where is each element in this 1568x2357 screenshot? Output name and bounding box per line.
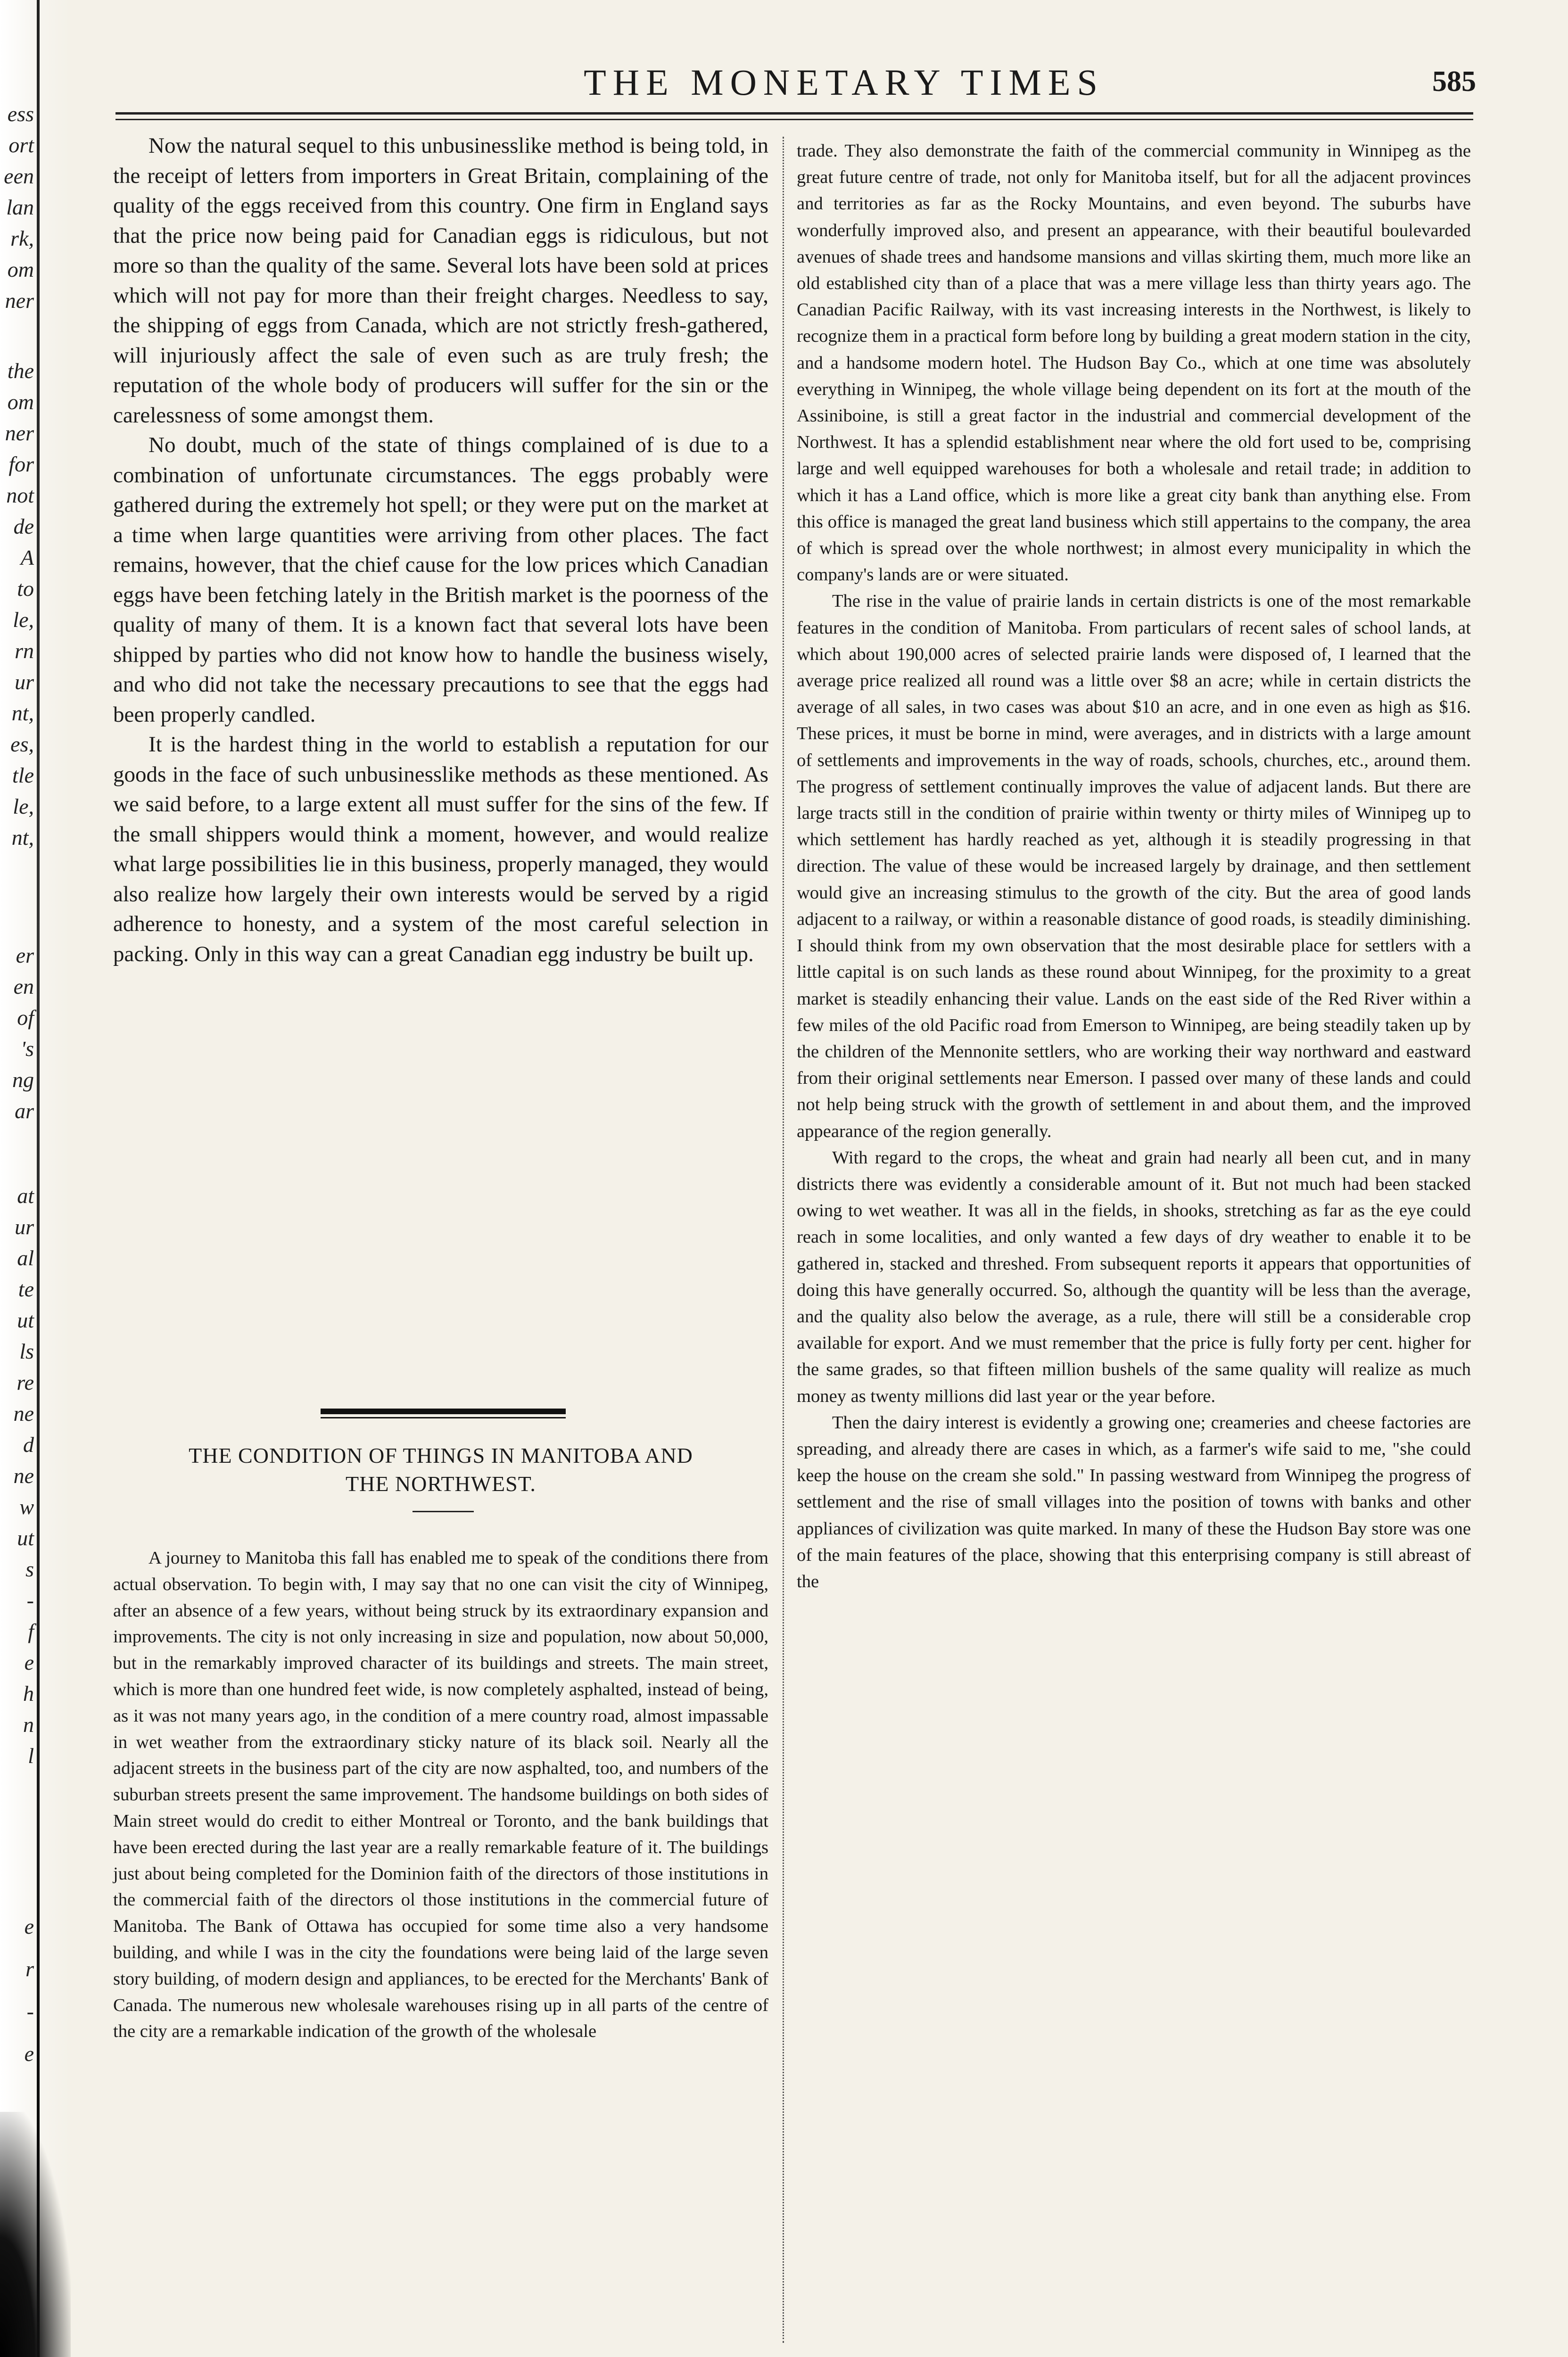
bleed-fragment: the [7,359,34,383]
article-title-line-2: THE NORTHWEST. [346,1472,536,1496]
title-underline [413,1511,474,1512]
bleed-fragment: - [26,1999,34,2023]
bleed-fragment: n [23,1713,34,1737]
bleed-fragment: f [28,1619,34,1643]
header-rule [116,112,1473,115]
bleed-fragment: es, [10,732,34,756]
bleed-fragment: for [8,452,34,476]
bleed-fragment: 's [21,1037,34,1061]
bleed-fragment: w [19,1495,34,1519]
bleed-fragment: en [13,974,34,998]
bleed-fragment: r [25,1957,34,1981]
bleed-fragment: om [7,257,34,281]
bleed-fragment: e [24,1914,34,1938]
bleed-fragment: ort [8,133,34,157]
bleed-fragment: nt, [11,825,34,849]
bleed-fragment: h [23,1681,34,1706]
section-divider [321,1409,566,1414]
page-number: 585 [1432,66,1476,98]
bleed-fragment: ess [7,102,34,126]
section-divider-thin [321,1417,566,1418]
bleed-fragment: d [23,1433,34,1457]
bleed-fragment: ar [15,1099,34,1123]
bleed-fragment: er [16,943,34,967]
editorial-paragraph: It is the hardest thing in the world to establish a reputation for our goods in the face of such unbusinesslike methods as these mentioned. As we said before, to a large extent all must suffer for the sins of the few. If the small shippers would think a moment, however, and would realize what large possibilities lie in this business, properly managed, they would also realize how largely their own interests would be served by a rigid adherence to honesty, and a system of the most careful selection in packing. Only in this way can a great Canadian egg industry be built up. [113,732,768,966]
article-body-right [797,138,1471,1595]
bleed-fragment: le, [13,794,34,818]
article-paragraph: A journey to Manitoba this fall has enabled me to speak of the conditions there from actual observation. To begin with, I may say that no one can visit the city of Winnipeg, after an absence of a few years, without being struck by its extraordinary expansion and improvements. The city is not only increasing in size and population, now about 50,000, but in the remarkably improved character of its buildings and streets. The main street, which is more than one hundred feet wide, is now completely asphalted, instead of being, as it was not many years ago, in the condition of a mere country road, almost impassable in wet weather from the extraordinary sticky nature of its black soil. Nearly all the adjacent streets in the business part of the city are now asphalted, too, and numbers of the suburban streets present the same improvement. The handsome buildings on both sides of Main street would do credit to either Montreal or Toronto, and the bank buildings that have been erected during the last year are a really remarkable feature of it. The buildings just about being completed for the Dominion faith of the directors of those institutions in the commercial faith of the directors ol those institutions in the commercial future of Manitoba. The Bank of Ottawa has occupied for some time also a very handsome building, and while I was in the city the foundations were being laid of the large seven story building, of modern design and appliances, to be erected for the Merchants' Bank of Canada. The numerous new wholesale warehouses rising up in all parts of the centre of the city are a remarkable indication of the growth of the wholesale [113,1548,768,2042]
masthead: THE MONETARY TIMES [584,62,1104,103]
bleed-fragment: e [24,2042,34,2066]
article-title [113,1442,768,1498]
bleed-fragment: tle [12,763,34,787]
egg-trade-editorial [113,131,768,969]
bleed-fragment: ur [15,1215,34,1239]
bleed-fragment: ut [17,1526,34,1550]
bleed-fragment: ng [12,1068,34,1092]
bleed-fragment: ut [17,1308,34,1332]
bleed-fragment: to [17,577,34,601]
column-divider [783,137,784,2343]
article-paragraph: The rise in the value of prairie lands in certain districts is one of the most remarkable features in the condition of Manitoba. From particulars of recent sales of school lands, at which about 190,000 acres of selected prairie lands were disposed of, I learned that the average price realized all round was a little over $8 an acre; while in certain districts the average of all sales, in two cases was about $10 an acre, and in one even as high as $16. These prices, it must be borne in mind, were averages, and in districts with a large amount of settlements and improvements in the way of roads, schools, churches, etc., around them. The progress of settlement continually improves the value of adjacent lands. But there are large tracts still in the condition of prairie within twenty or thirty miles of Winnipeg up to which settlement has hardly reached as yet, although it is steadily progressing in that direction. The value of these would be increased largely by drainage, and then settlement would give an increasing stimulus to the growth of the city. But the area of good lands adjacent to a railway, or within a reasonable distance of good roads, is steadily diminishing. I should think from my own observation that the most desirable place for settlers with a little capital is on such lands as these round about Winnipeg, for the proximity to a great market is steadily enhancing their value. Lands on the east side of the Red River within a few miles of the old Pacific road from Emerson to Winnipeg, are being steadily taken up by the children of the Mennonite settlers, who are working their way northward and eastward from their original settlements near Emerson. I passed over many of these lands and could not help being struck with the growth of settlement in and about them, and the improved appearance of the region generally. [797,591,1471,1141]
editorial-paragraph: No doubt, much of the state of things complained of is due to a combination of unfortunate circumstances. The eggs probably were gathered during the extremely hot spell; or they were put on the market at a time when large quantities were arriving from other places. The fact remains, however, that the chief cause for the low prices which Canadian eggs have been fetching lately in the British market is the poorness of the quality of many of them. It is a known fact that several lots have been shipped by parties who did not know how to handle the business wisely, and who did not take the necessary precautions to see that the eggs had been properly candled. [113,433,768,727]
bleed-fragment: le, [13,608,34,632]
bleed-fragment: l [28,1744,34,1768]
bleed-fragment: rn [15,639,34,663]
bleed-fragment: nt, [11,701,34,725]
bleed-fragment: ne [13,1401,34,1426]
bleed-fragment: rk, [10,226,34,250]
bleed-fragment: at [17,1184,34,1208]
bleed-fragment: not [6,483,34,507]
header-rule-thin [116,119,1473,120]
bleed-fragment: A [20,545,34,569]
bleed-fragment: re [17,1370,34,1394]
article-title-line-1: THE CONDITION OF THINGS IN MANITOBA AND [189,1443,693,1467]
bleed-fragment: de [13,514,34,538]
bleed-fragment: ner [5,288,34,313]
binding-gutter-line [37,0,40,2357]
bleed-fragment: om [7,390,34,414]
editorial-paragraph: Now the natural sequel to this unbusinesslike method is being told, in the receipt of letters from importers in Great Britain, complaining of the quality of the eggs received from this country. One firm in England says that the price now being paid for Canadian eggs is ridiculous, but not more so than the quality of the same. Several lots have been sold at prices which will not pay for more than their freight charges. Needless to say, the shipping of eggs from Canada, which are not strictly fresh-gathered, will injuriously affect the sale of even such as are truly fresh; the reputation of the whole body of producers will suffer for the sin or the carelessness of some amongst them. [113,133,768,428]
bleed-fragment: - [26,1588,34,1612]
bleed-fragment: of [17,1005,34,1030]
bleed-fragment: ur [15,670,34,694]
binding-shadow [0,2112,71,2357]
bleed-fragment: ls [19,1339,34,1363]
bleed-fragment: ner [5,421,34,445]
bleed-fragment: een [4,164,34,188]
bleed-fragment: lan [6,195,34,219]
article-paragraph: With regard to the crops, the wheat and grain had nearly all been cut, and in many districts there was evidently a considerable amount of it. But not much had been stacked owing to wet weather. It was all in the fields, in shooks, stretching as far as the eye could reach in some localities, and only wanted a few days of dry weather to enable it to be gathered in, stacked and threshed. From subsequent reports it appears that opportunities of doing this have generally occurred. So, although the quantity will be less than the average, and the quality also below the average, as a rule, there will still be a considerable crop available for export. And we must remember that the price is fully forty per cent. higher for the same grades, so that fifteen million bushels of the same quality will realize as much money as twenty millions did last year or the year before. [797,1147,1471,1406]
bleed-fragment: s [25,1557,34,1581]
article-body-left [113,1545,768,2045]
article-paragraph: Then the dairy interest is evidently a growing one; creameries and cheese factories are spreading, and already there are cases in which, as a farmer's wife said to me, "she could keep the house on the cream she sold." In passing westward from Winnipeg the progress of settlement and the rise of small villages into the position of towns with banks and other appliances of civilization was quite marked. In many of these the Hudson Bay store was one of the main features of the place, showing that this enterprising company is still abreast of the [797,1412,1471,1591]
bleed-fragment: e [24,1650,34,1674]
article-paragraph: trade. They also demonstrate the faith of the commercial community in Winnipeg as the great future centre of trade, not only for Manitoba itself, but for all the adjacent provinces and territories as far as the Rocky Mountains, and even beyond. The suburbs have wonderfully improved also, and present an appearance, with their beautiful boulevarded avenues of shade trees and handsome mansions and villas skirting them, much more like an old established city than of a place that was a mere village less than thirty years ago. The Canadian Pacific Railway, with its vast increasing interests in the Northwest, is likely to recognize them in a practical form before long by building a great modern station in the city, and a handsome modern hotel. The Hudson Bay Co., which at one time was absolutely everything in Winnipeg, the whole village being dependent on its fort at the mouth of the Assiniboine, is still a great factor in the industrial and commercial development of the Northwest. It has a splendid establishment near where the old fort used to be, comprising large and well equipped warehouses for both a wholesale and retail trade; in addition to which it has a Land office, which is more like a great city bank than anything else. From this office is managed the great land business which still appertains to the company, the area of which is spread over the whole northwest; in almost every municipality in which the company's lands are or were situated. [797,141,1471,585]
bleed-fragment: al [17,1246,34,1270]
bleed-fragment: te [18,1277,34,1301]
bleed-fragment: ne [13,1464,34,1488]
